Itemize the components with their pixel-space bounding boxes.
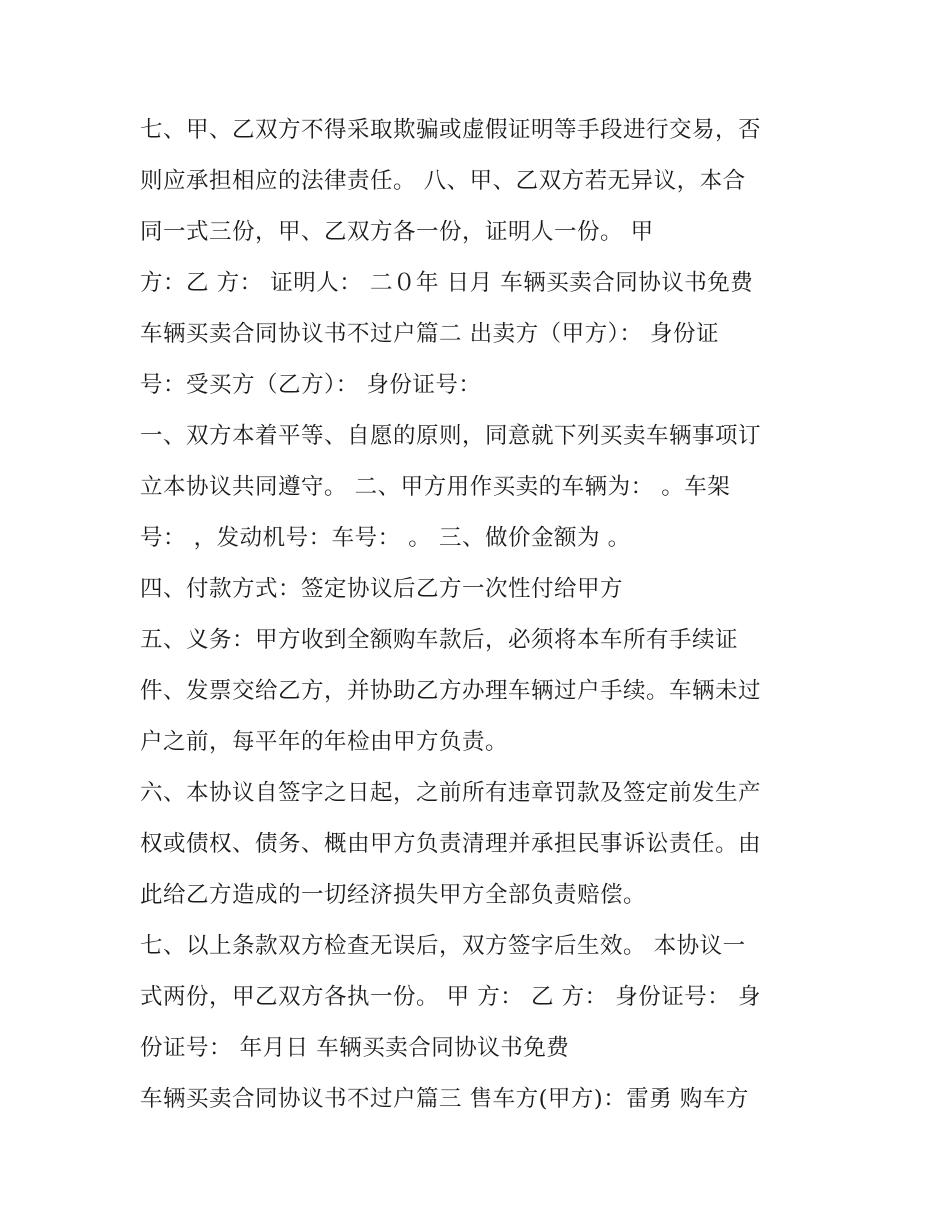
text-line-17: 七、以上条款双方检查无误后，双方签字后生效。 本协议一 xyxy=(140,933,746,959)
text-line-10: 四、付款方式：签定协议后乙方一次性付给甲方 xyxy=(140,576,624,602)
text-line-20: 车辆买卖合同协议书不过户篇三 售车方(甲方)：雷勇 购车方 xyxy=(140,1086,749,1112)
text-line-15: 权或债权、债务、概由甲方负责清理并承担民事诉讼责任。由 xyxy=(140,831,762,857)
text-line-7: 一、双方本着平等、自愿的原则，同意就下列买卖车辆事项订 xyxy=(140,423,762,449)
text-line-9: 号： ，发动机号：车号： 。 三、做价金额为 。 xyxy=(140,525,631,551)
text-line-3: 同一式三份，甲、乙双方各一份，证明人一份。 甲 xyxy=(140,219,654,245)
text-line-14: 六、本协议自签字之日起，之前所有违章罚款及签定前发生产 xyxy=(140,780,762,806)
text-line-5: 车辆买卖合同协议书不过户篇二 出卖方（甲方）： 身份证 xyxy=(140,321,720,347)
text-line-18: 式两份，甲乙双方各执一份。 甲 方： 乙 方： 身份证号： 身 xyxy=(140,984,761,1010)
text-line-2: 则应承担相应的法律责任。 八、甲、乙双方若无异议，本合 xyxy=(140,168,746,194)
text-line-11: 五、义务：甲方收到全额购车款后，必须将本车所有手续证 xyxy=(140,627,739,653)
text-line-12: 件、发票交给乙方，并协助乙方办理车辆过户手续。车辆未过 xyxy=(140,678,762,704)
contract-text xyxy=(140,110,820,1130)
text-line-13: 户之前，每平年的年检由甲方负责。 xyxy=(140,729,509,755)
text-line-1: 七、甲、乙双方不得采取欺骗或虚假证明等手段进行交易，否 xyxy=(140,117,762,143)
text-line-16: 此给乙方造成的一切经济损失甲方全部负责赔偿。 xyxy=(140,882,647,908)
text-line-8: 立本协议共同遵守。 二、甲方用作买卖的车辆为： 。车架 xyxy=(140,474,731,500)
text-line-4: 方：乙 方： 证明人： 二０年 日月 车辆买卖合同协议书免费 xyxy=(140,270,754,296)
text-line-6: 号：受买方（乙方）： 身份证号： xyxy=(140,372,482,398)
text-line-19: 份证号： 年月日 车辆买卖合同协议书免费 xyxy=(140,1035,570,1061)
